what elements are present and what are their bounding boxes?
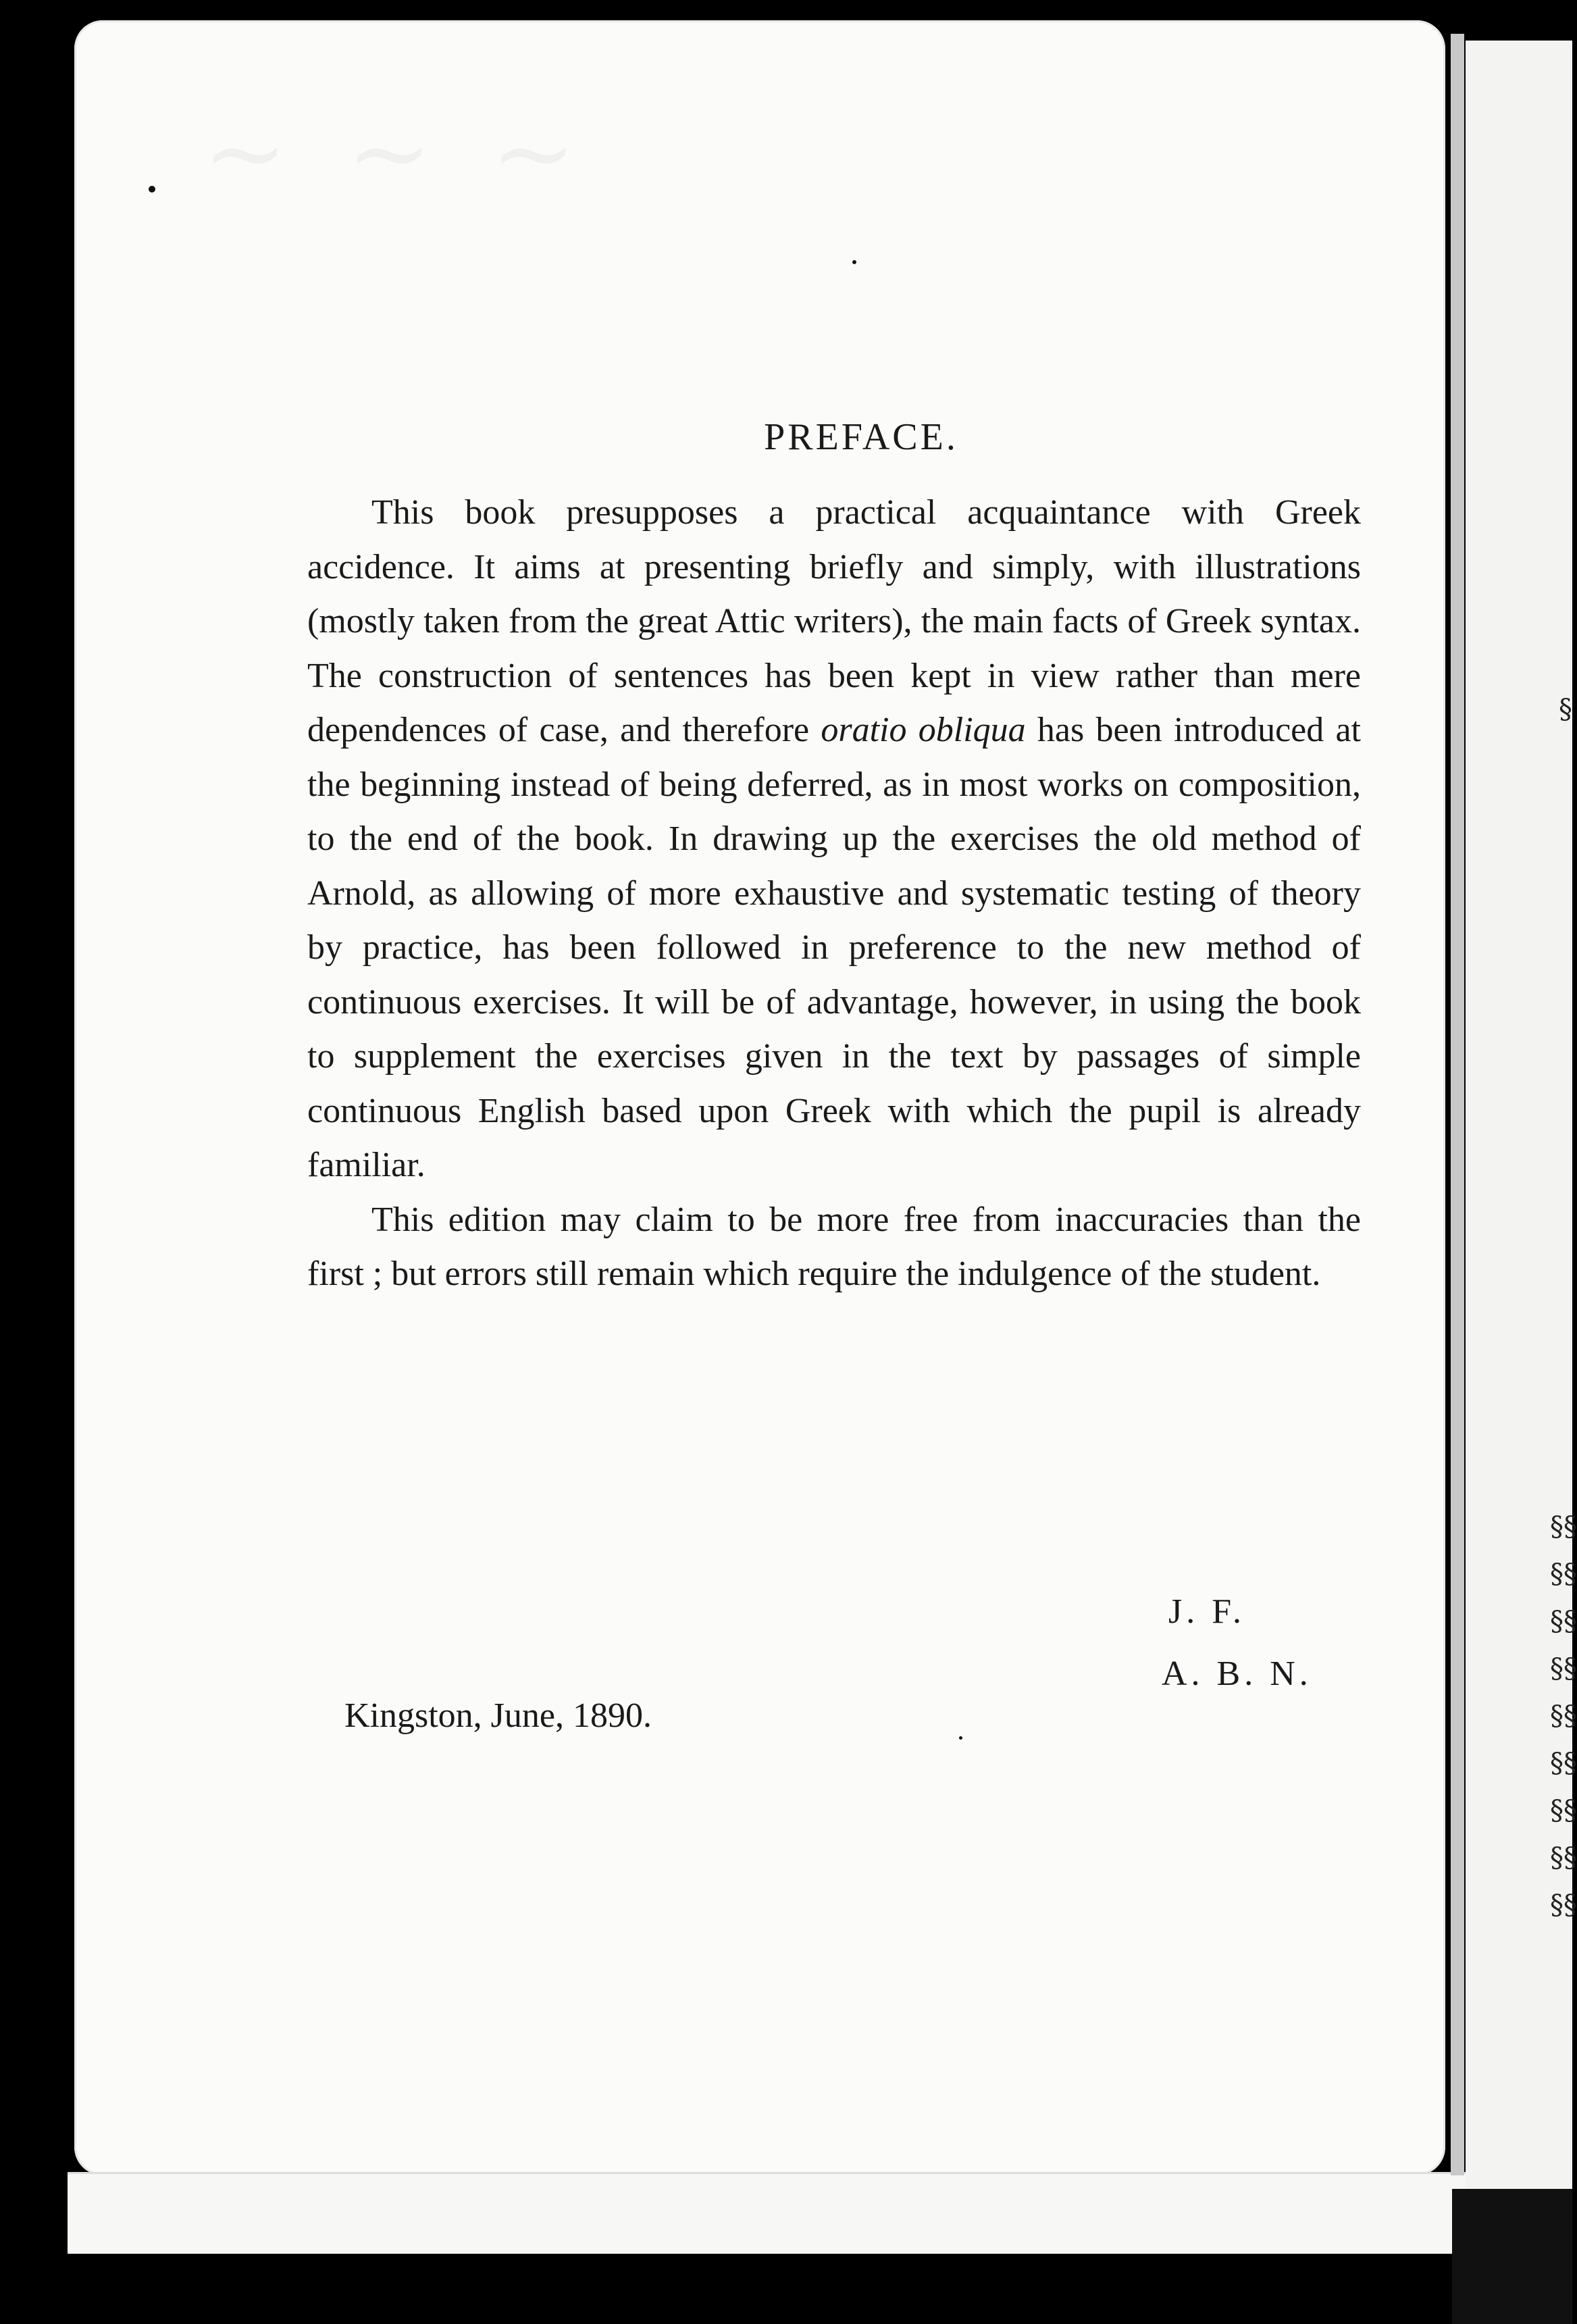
binding-ornament-icon: §§ — [1550, 1890, 1577, 1921]
adjacent-page-edge — [1466, 41, 1572, 2202]
signature-initials-1: J. F. — [1168, 1592, 1245, 1631]
binding-ornament-icon: §§ — [1550, 1842, 1577, 1873]
preface-content — [307, 415, 1361, 1302]
binding-ornament-icon: § — [1559, 694, 1572, 725]
binding-ornament-icon: §§ — [1550, 1748, 1577, 1779]
paragraph-text: This book presupposes a practical acquaintance with Greek accidence. It aims at presenting briefly and simply, with illustrations (mostly taken from the great Attic writers), the main facts of Greek syntax. The construction of sentences has been kept in view rather than mere dependences of case, and therefore — [307, 493, 1361, 749]
signatures — [1162, 1581, 1312, 1705]
binding-strip — [1451, 34, 1464, 2175]
binding-ornament-icon: §§ — [1550, 1559, 1577, 1590]
binding-ornament-icon: §§ — [1550, 1795, 1577, 1826]
scan-corner-shadow — [1452, 2189, 1572, 2324]
italic-phrase: oratio obliqua — [821, 711, 1026, 749]
binding-ornament-icon: §§ — [1550, 1511, 1577, 1542]
preface-paragraph-1 — [307, 486, 1361, 1193]
page-lower-edge — [68, 2172, 1472, 2254]
binding-ornament-icon: §§ — [1550, 1700, 1577, 1732]
speck-mark — [852, 260, 856, 264]
paragraph-text: This edition may claim to be more free from inaccuracies than the first ; but errors still remain which require the indulgence of the student. — [307, 1200, 1361, 1293]
signature-initials-2: A. B. N. — [1162, 1654, 1312, 1693]
place-and-date: Kingston, June, 1890. — [344, 1696, 652, 1735]
speck-mark — [959, 1736, 962, 1740]
faint-handwriting-mark: ~ ~ ~ — [203, 95, 590, 212]
preface-paragraph-2 — [307, 1193, 1361, 1302]
binding-ornament-icon: §§ — [1550, 1653, 1577, 1684]
page-title: PREFACE. — [764, 416, 958, 458]
binding-ornament-icon: §§ — [1550, 1606, 1577, 1637]
speck-mark — [149, 186, 155, 193]
paragraph-text: has been introduced at the beginning instead of being deferred, as in most works on composition, to the end of the book. In drawing up the exercises the old method of Arnold, as allowing of more exhaustive and systematic testing of theory by practice, has been followed in preference to the new method of continuous exercises. It will be of advantage, however, in using the book to supplement the exercises given in the text by passages of simple continuous English based upon Greek with which the pupil is already familiar. — [307, 711, 1362, 1184]
